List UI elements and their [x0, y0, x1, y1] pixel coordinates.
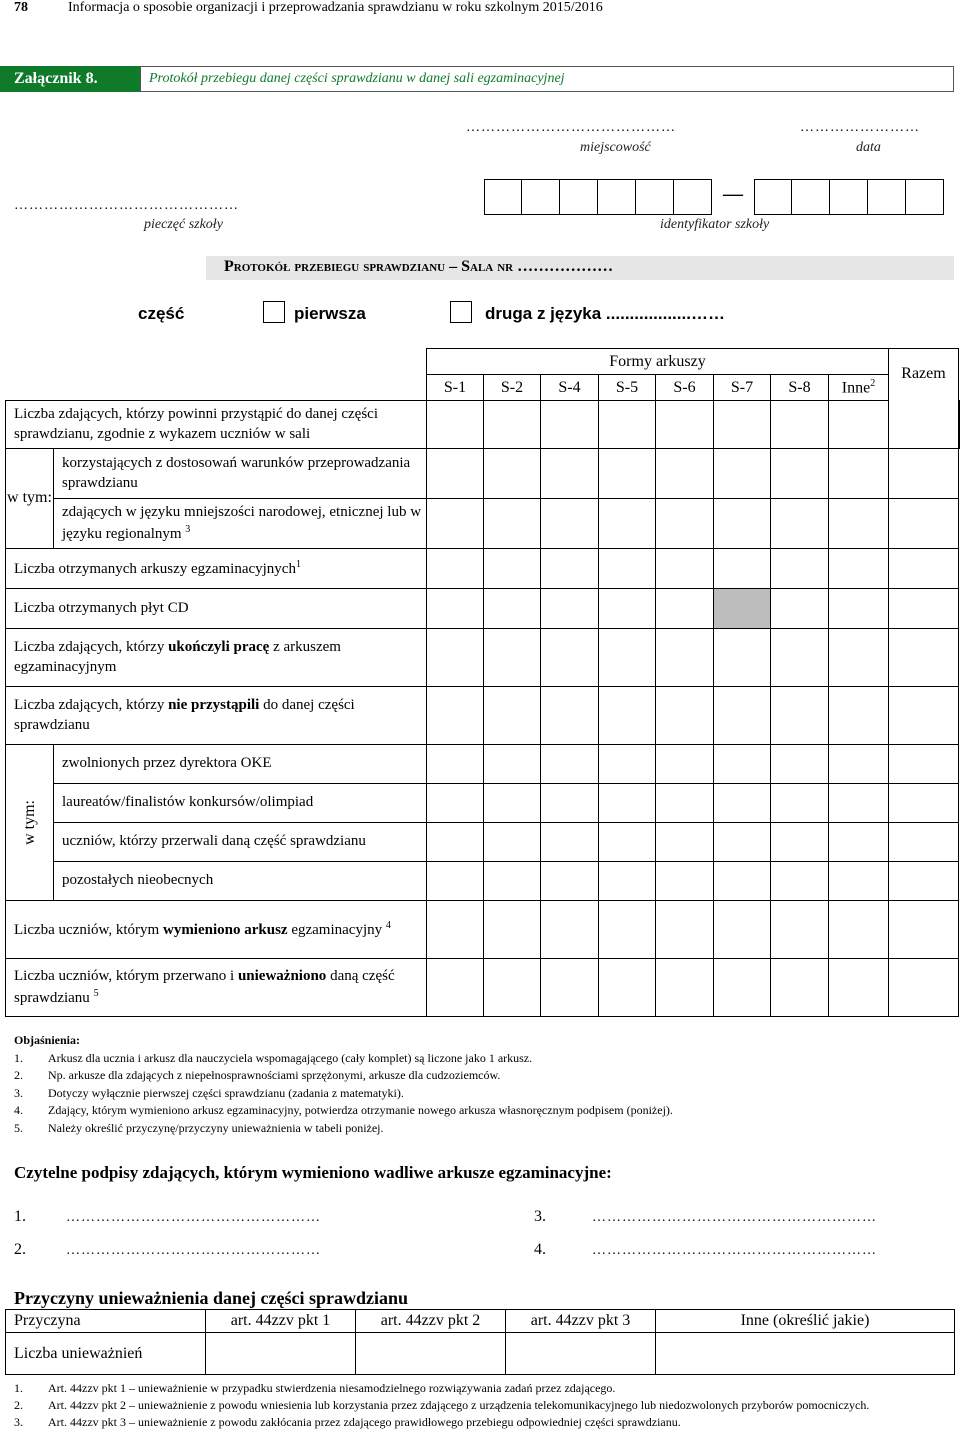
forms-header: Formy arkuszy — [427, 349, 889, 375]
count-cell[interactable] — [771, 589, 829, 629]
note-item: 3. Dotyczy wyłącznie pierwszej części sprawdzianu (zadania z matematyki). — [14, 1085, 404, 1100]
place-caption: miejscowość — [580, 140, 651, 155]
count-cell[interactable] — [541, 449, 599, 499]
row-label: Liczba uczniów, którym wymieniono arkusz egzaminacyjny $^4$ — [6, 901, 427, 959]
cancellations-pkt2-cell[interactable] — [356, 1333, 506, 1375]
total-cell[interactable] — [889, 862, 959, 901]
reason-pkt3-header: art. 44zzv pkt 3 — [506, 1310, 656, 1333]
annex-label: Załącznik 8. — [0, 66, 140, 92]
count-cell[interactable] — [484, 959, 541, 1017]
row-cancelled — [6, 959, 960, 1017]
signature-number-1: 1. — [14, 1208, 26, 1225]
col-s4: S-4 — [541, 375, 599, 401]
count-cell[interactable] — [714, 499, 771, 549]
count-cell[interactable] — [656, 823, 714, 862]
total-cell[interactable] — [889, 823, 959, 862]
total-cell[interactable] — [889, 745, 959, 784]
count-cell[interactable] — [599, 589, 656, 629]
count-cell[interactable] — [541, 862, 599, 901]
col-s8: S-8 — [771, 375, 829, 401]
count-cell[interactable] — [829, 862, 889, 901]
count-cell[interactable] — [829, 449, 889, 499]
count-cell[interactable] — [829, 629, 889, 687]
count-cell[interactable] — [656, 629, 714, 687]
school-id-digit-2[interactable] — [522, 179, 560, 215]
count-cell[interactable] — [599, 745, 656, 784]
school-id-boxes — [484, 179, 944, 215]
cancellations-count-label: Liczba unieważnień — [6, 1333, 206, 1375]
school-id-digit-7[interactable] — [754, 179, 792, 215]
part-first-label: pierwsza — [294, 304, 366, 323]
footnotes — [14, 1380, 954, 1431]
count-cell[interactable] — [427, 589, 484, 629]
count-cell[interactable] — [656, 401, 714, 449]
row-adaptations — [6, 449, 960, 499]
count-cell[interactable] — [829, 823, 889, 862]
col-s2: S-2 — [484, 375, 541, 401]
reasons-table — [5, 1309, 955, 1375]
total-cell[interactable] — [889, 959, 959, 1017]
count-cell[interactable] — [427, 499, 484, 549]
count-cell[interactable] — [829, 959, 889, 1017]
count-cell[interactable] — [427, 823, 484, 862]
count-cell[interactable] — [656, 687, 714, 745]
signatures-title: Czytelne podpisy zdających, którym wymieniono wadliwe arkusze egzaminacyjne: — [14, 1163, 612, 1182]
row-received-sheets — [6, 549, 960, 589]
count-cell[interactable] — [829, 784, 889, 823]
explanations-title: Objaśnienia: — [14, 1033, 81, 1047]
date-caption: data — [856, 140, 881, 155]
count-cell[interactable] — [484, 549, 541, 589]
note-item: 1. Arkusz dla ucznia i arkusz dla nauczyciela wspomagającego (cały komplet) są liczone jako 1 arkusz. — [14, 1050, 533, 1065]
school-id-digit-4[interactable] — [598, 179, 636, 215]
row-label: Liczba otrzymanych arkuszy egzaminacyjnych$^1$ — [6, 549, 427, 589]
school-id-digit-6[interactable] — [674, 179, 712, 215]
count-cell[interactable] — [427, 449, 484, 499]
count-cell[interactable] — [541, 901, 599, 959]
count-cell[interactable] — [484, 745, 541, 784]
count-cell[interactable] — [599, 629, 656, 687]
in-which-label-1: w tym: — [6, 449, 54, 549]
row-label: pozostałych nieobecnych — [54, 862, 427, 901]
running-header-title: Informacja o sposobie organizacji i przeprowadzania sprawdzianu w roku szkolnym 2015/2016 — [68, 0, 603, 15]
reason-header: Przyczyna — [6, 1310, 206, 1333]
cancellations-pkt1-cell[interactable] — [206, 1333, 356, 1375]
count-cell[interactable] — [599, 401, 656, 449]
school-id-digit-1[interactable] — [484, 179, 522, 215]
note-item: 5. Należy określić przyczynę/przyczyny unieważnienia w tabeli poniżej. — [14, 1120, 384, 1135]
col-s6: S-6 — [656, 375, 714, 401]
count-cell[interactable] — [771, 629, 829, 687]
count-cell[interactable] — [541, 549, 599, 589]
count-cell[interactable] — [656, 862, 714, 901]
count-cell[interactable] — [714, 901, 771, 959]
count-cell[interactable] — [427, 549, 484, 589]
total-cell[interactable] — [889, 499, 959, 549]
row-label: laureatów/finalistów konkursów/olimpiad — [54, 784, 427, 823]
count-cell[interactable] — [599, 449, 656, 499]
count-cell[interactable] — [484, 589, 541, 629]
row-label: Liczba zdających, którzy powinni przystąpić do danej części sprawdzianu, zgodnie z wykazem uczniów w sali — [6, 401, 427, 449]
row-label: zwolnionych przez dyrektora OKE — [54, 745, 427, 784]
footnote-item: 1. Art. 44zzv pkt 1 – unieważnienie w przypadku stwierdzenia niesamodzielnego rozwiązywania zadań przez zdającego. — [14, 1381, 616, 1395]
count-cell[interactable] — [771, 401, 829, 449]
count-cell[interactable] — [484, 862, 541, 901]
count-cell[interactable] — [427, 687, 484, 745]
count-cell[interactable] — [541, 499, 599, 549]
note-item: 4. Zdający, którym wymieniono arkusz egzaminacyjny, potwierdza otrzymanie nowego arkusza własnoręcznym podpisem (poniżej). — [14, 1103, 673, 1117]
part-first-checkbox[interactable] — [263, 301, 285, 323]
part-second-checkbox[interactable] — [450, 301, 472, 323]
row-absent — [6, 687, 960, 745]
row-label: Liczba uczniów, którym przerwano i unieważniono daną część sprawdzianu $^5$ — [6, 959, 427, 1017]
count-cell[interactable] — [427, 745, 484, 784]
row-interrupted — [6, 823, 960, 862]
reason-other-header: Inne (określić jakie) — [656, 1310, 955, 1333]
place-field[interactable]: …………………………………… — [466, 120, 676, 135]
count-cell[interactable] — [599, 687, 656, 745]
signature-line-3[interactable]: ………………………………………………… — [592, 1210, 877, 1225]
count-cell[interactable] — [714, 823, 771, 862]
total-cell[interactable] — [889, 549, 959, 589]
count-cell[interactable] — [599, 862, 656, 901]
count-cell[interactable] — [771, 862, 829, 901]
count-cell[interactable] — [714, 862, 771, 901]
signature-number-2: 2. — [14, 1241, 26, 1258]
school-id-caption: identyfikator szkoły — [660, 217, 770, 232]
row-other-absent — [6, 862, 960, 901]
count-cell[interactable] — [829, 499, 889, 549]
count-cell[interactable] — [427, 959, 484, 1017]
count-cell[interactable] — [484, 401, 541, 449]
count-cell[interactable] — [541, 589, 599, 629]
total-cell[interactable] — [959, 401, 960, 449]
reason-pkt1-header: art. 44zzv pkt 1 — [206, 1310, 356, 1333]
count-cell[interactable] — [484, 901, 541, 959]
count-cell[interactable] — [541, 401, 599, 449]
count-cell[interactable] — [656, 449, 714, 499]
protocol-table — [5, 348, 960, 1017]
total-cell[interactable] — [889, 687, 959, 745]
school-id-digit-5[interactable] — [636, 179, 674, 215]
row-laureates — [6, 784, 960, 823]
school-id-digit-9[interactable] — [830, 179, 868, 215]
count-cell[interactable] — [714, 959, 771, 1017]
count-cell[interactable] — [484, 784, 541, 823]
count-cell[interactable] — [541, 823, 599, 862]
school-id-digit-8[interactable] — [792, 179, 830, 215]
stamp-field: ……………………………………… — [14, 198, 239, 213]
count-cell[interactable] — [484, 499, 541, 549]
count-cell[interactable] — [656, 959, 714, 1017]
count-cell[interactable] — [541, 629, 599, 687]
count-cell[interactable] — [656, 745, 714, 784]
reasons-title: Przyczyny unieważnienia danej części sprawdzianu — [14, 1288, 408, 1308]
signature-number-3: 3. — [534, 1208, 546, 1225]
count-cell[interactable] — [427, 901, 484, 959]
row-label: Liczba zdających, którzy ukończyli pracę z arkuszem egzaminacyjnym — [6, 629, 427, 687]
reason-pkt2-header: art. 44zzv pkt 2 — [356, 1310, 506, 1333]
count-cell[interactable] — [714, 687, 771, 745]
row-label: Liczba otrzymanych płyt CD — [6, 589, 427, 629]
count-cell[interactable] — [656, 499, 714, 549]
footnote-item: 3. Art. 44zzv pkt 3 – unieważnienie z powodu zakłócania przez zdającego prawidłowego przebiegu odpowiedniej części sprawdzianu. — [14, 1415, 681, 1429]
school-id-separator: — — [723, 183, 743, 205]
total-cell[interactable] — [889, 449, 959, 499]
part-second-label: druga z języka ..................…… — [485, 304, 725, 323]
count-cell[interactable] — [427, 629, 484, 687]
school-id-digit-3[interactable] — [560, 179, 598, 215]
count-cell[interactable] — [599, 959, 656, 1017]
count-cell[interactable] — [427, 862, 484, 901]
row-label: Liczba zdających, którzy nie przystąpili do danej części sprawdzianu — [6, 687, 427, 745]
row-finished — [6, 629, 960, 687]
col-s7: S-7 — [714, 375, 771, 401]
count-cell[interactable] — [829, 745, 889, 784]
count-cell[interactable] — [541, 784, 599, 823]
school-id-digit-10[interactable] — [868, 179, 906, 215]
page-number: 78 — [14, 0, 28, 15]
count-cell[interactable] — [541, 687, 599, 745]
explanations — [14, 1032, 954, 1137]
count-cell[interactable] — [656, 784, 714, 823]
count-cell[interactable] — [427, 784, 484, 823]
count-cell[interactable] — [427, 401, 484, 449]
count-cell[interactable] — [714, 449, 771, 499]
count-cell[interactable] — [541, 959, 599, 1017]
protocol-title: Protokół przebiegu sprawdzianu – Sala nr ……………… — [224, 258, 614, 275]
count-cell[interactable] — [484, 449, 541, 499]
count-cell[interactable] — [714, 745, 771, 784]
row-sheet-replaced — [6, 901, 960, 959]
cancellations-pkt3-cell[interactable] — [506, 1333, 656, 1375]
in-which-label-2: w tym: — [6, 745, 54, 901]
total-header: Razem — [889, 349, 959, 449]
row-minority-language — [6, 499, 960, 549]
cancellations-other-cell[interactable] — [656, 1333, 955, 1375]
count-cell[interactable] — [714, 629, 771, 687]
count-cell[interactable] — [484, 823, 541, 862]
count-cell[interactable] — [771, 745, 829, 784]
count-cell[interactable] — [484, 687, 541, 745]
footnote-item: 2. Art. 44zzv pkt 2 – unieważnienie z powodu wniesienia lub korzystania przez zdającego z urządzenia telekomunikacyjnego lub niedozwolonych przyborów pomocniczych. — [14, 1398, 870, 1412]
count-cell[interactable] — [829, 549, 889, 589]
count-cell[interactable] — [829, 687, 889, 745]
stamp-caption: pieczęć szkoły — [144, 217, 223, 232]
count-cell[interactable] — [829, 401, 889, 449]
count-cell[interactable] — [771, 823, 829, 862]
count-cell[interactable] — [714, 784, 771, 823]
count-cell[interactable] — [714, 549, 771, 589]
count-cell[interactable] — [599, 823, 656, 862]
count-cell[interactable] — [771, 499, 829, 549]
total-cell[interactable] — [889, 784, 959, 823]
count-cell[interactable] — [771, 784, 829, 823]
col-s1: S-1 — [427, 375, 484, 401]
count-cell[interactable] — [484, 629, 541, 687]
count-cell[interactable] — [599, 901, 656, 959]
count-cell[interactable] — [714, 401, 771, 449]
signature-line-2[interactable]: …………………………………………… — [66, 1243, 321, 1258]
count-cell[interactable] — [771, 901, 829, 959]
row-exempt — [6, 745, 960, 784]
count-cell[interactable] — [771, 449, 829, 499]
total-cell[interactable] — [889, 629, 959, 687]
row-label: korzystających z dostosowań warunków przeprowadzania sprawdzianu — [54, 449, 427, 499]
col-s5: S-5 — [599, 375, 656, 401]
date-field[interactable]: …………………… — [800, 120, 920, 135]
count-cell[interactable] — [771, 959, 829, 1017]
count-cell[interactable] — [771, 549, 829, 589]
note-item: 2. Np. arkusze dla zdających z niepełnosprawnościami sprzężonymi, arkusze dla cudzoziemców. — [14, 1068, 501, 1082]
signature-line-4[interactable]: ………………………………………………… — [592, 1243, 877, 1258]
total-cell[interactable] — [889, 901, 959, 959]
count-cell[interactable] — [829, 589, 889, 629]
row-received-cd — [6, 589, 960, 629]
count-cell[interactable] — [829, 901, 889, 959]
count-cell — [714, 589, 771, 629]
count-cell[interactable] — [656, 589, 714, 629]
count-cell[interactable] — [656, 901, 714, 959]
row-should-attend — [6, 401, 960, 449]
count-cell[interactable] — [771, 687, 829, 745]
count-cell[interactable] — [599, 499, 656, 549]
part-label: część — [138, 304, 185, 323]
count-cell[interactable] — [656, 549, 714, 589]
corner-blank — [6, 349, 427, 401]
row-label: zdających w języku mniejszości narodowej, etnicznej lub w języku regionalnym $^3$ — [54, 499, 427, 549]
total-cell[interactable] — [889, 589, 959, 629]
row-label: uczniów, którzy przerwali daną część sprawdzianu — [54, 823, 427, 862]
count-cell[interactable] — [599, 784, 656, 823]
count-cell[interactable] — [599, 549, 656, 589]
col-other: Inne$^2$ — [829, 375, 889, 401]
school-id-digit-11[interactable] — [906, 179, 944, 215]
count-cell[interactable] — [541, 745, 599, 784]
signature-number-4: 4. — [534, 1241, 546, 1258]
signature-line-1[interactable]: …………………………………………… — [66, 1210, 321, 1225]
annex-title: Protokół przebiegu danej części sprawdzianu w danej sali egzaminacyjnej — [140, 66, 954, 92]
